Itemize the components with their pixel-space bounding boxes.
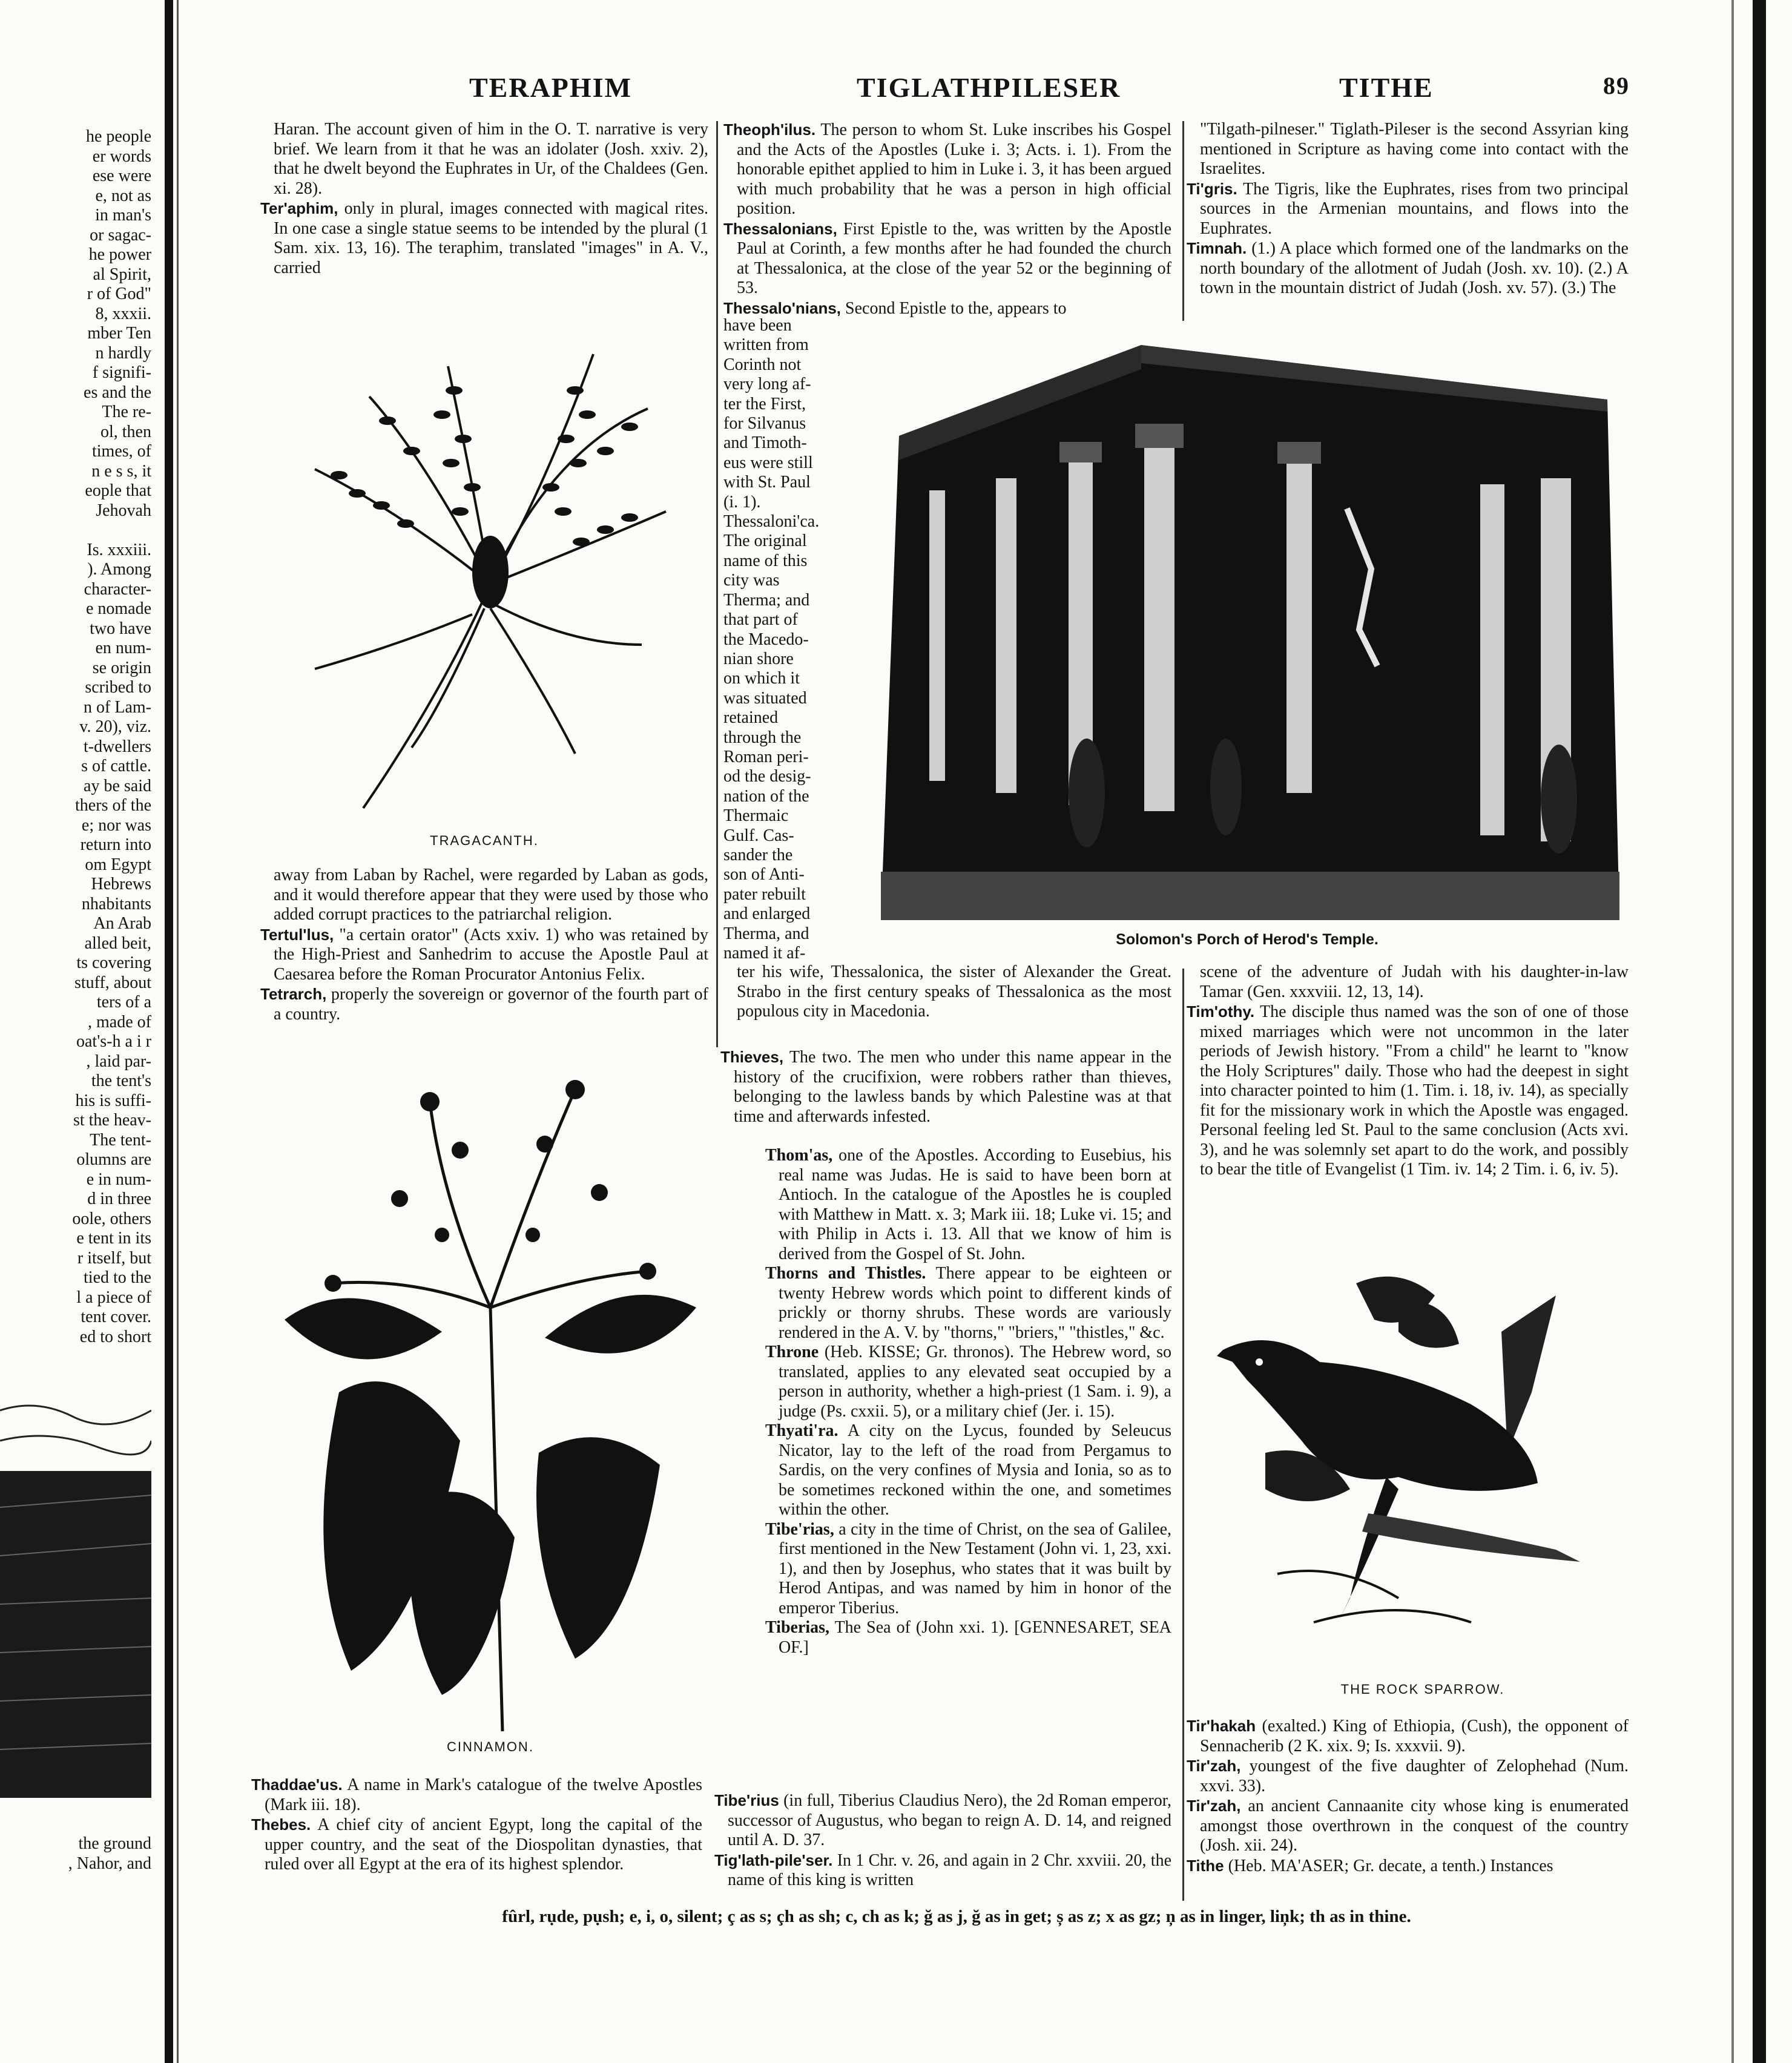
text-line: in man's xyxy=(95,206,151,225)
text-line: Therma; and xyxy=(723,590,810,610)
text-line: Jehovah xyxy=(96,501,151,520)
entry-continuation: ter his wife, Thessalonica, the sister of Alexander the Great. Strabo in the first century speaks of Thessalonica as the most populous city in Macedonia. xyxy=(737,962,1171,1021)
text-line: om Egypt xyxy=(85,855,151,874)
text-line: se origin xyxy=(92,658,151,677)
text-line: return into xyxy=(80,835,151,854)
left-page-fragment-bottom xyxy=(0,1834,151,1874)
col2-bottom-text xyxy=(714,1791,1171,1890)
dictionary-entry xyxy=(260,199,708,278)
entry-text: The disciple thus named was the son of one of those mixed marriages which were not uncommon in the later periods of Jewish history. "From a child" he learnt to "know the Holy Scriptures" daily. Those who had the deepest in sight into character pointed to him (1. Tim. i. 18, iv. 14), as specially fit for the missionary work in which the Apostle was engaged. Personal feeling led St. Paul to the same conclusion (Acts xvi. 3), and he was solemnly set apart to do the work, and possibly to bear the title of Evangelist (1 Tim. iv. 14; 2 Tim. i. 6, iv. 5). xyxy=(1200,1002,1629,1179)
text-line: nhabitants xyxy=(81,894,151,913)
dictionary-entry xyxy=(720,1047,1171,1127)
entry-text: youngest of the five daughter of Zelophehad (Num. xxvi. 33). xyxy=(1200,1757,1629,1795)
dictionary-entry xyxy=(1187,239,1629,298)
entry-text: (exalted.) King of Ethiopia, (Cush), the opponent of Sennacherib (2 K. xix. 9; Is. xxxvii. 9). xyxy=(1200,1717,1629,1755)
column-divider-1 xyxy=(716,121,718,1047)
text-line: named it af- xyxy=(723,944,806,962)
text-line: 8, xxxii. xyxy=(95,304,151,323)
text-line: es and the xyxy=(84,383,151,402)
entry-headword: Tertul'lus, xyxy=(260,925,334,944)
entry-headword: Thebes. xyxy=(251,1815,311,1834)
right-page-inner-line xyxy=(1731,0,1734,2063)
text-line: l a piece of xyxy=(76,1288,151,1307)
text-line: tent cover. xyxy=(81,1308,151,1326)
text-line: Hebrews xyxy=(91,875,151,893)
col2-sub-entries xyxy=(720,1146,1171,1657)
text-line: en num- xyxy=(95,639,151,657)
entry-text: "a certain orator" (Acts xxiv. 1) who was retained by the High-Priest and Sanhedrim to accuse the Apostle Paul at Caesarea before the Roman Procurator Antonius Felix. xyxy=(274,925,708,984)
dictionary-entry xyxy=(720,1146,1171,1264)
entry-headword: Ter'aphim, xyxy=(260,199,338,217)
text-line: on which it xyxy=(723,669,800,688)
text-line: for Silvanus xyxy=(723,414,806,433)
running-head-center: TIGLATHPILESER xyxy=(857,72,1121,103)
page-number: 89 xyxy=(1603,72,1630,99)
entry-text: First Epistle to the, was written by the Apostle Paul at Corinth, a few months after he had founded the church at Thessalonica, at the close of the year 52 or the beginning of 53. xyxy=(737,219,1171,297)
text-line: n hardly xyxy=(95,343,151,363)
col3-bottom-text xyxy=(1187,1716,1629,1876)
text-line: st the heav- xyxy=(73,1111,151,1130)
entry-headword: Timnah. xyxy=(1187,239,1247,257)
entry-headword: Tibe'rius xyxy=(714,1791,779,1809)
text-line: eople that xyxy=(85,481,151,500)
text-line: scribed to xyxy=(85,678,151,697)
entry-text: only in plural, images connected with magical rites. In one case a single statue seems to be intended by the plural (1 Sam. xix. 13, 16). The teraphim, translated "images" in A. V., carried xyxy=(274,199,709,277)
entry-text: properly the sovereign or governor of the fourth part of a country. xyxy=(274,985,709,1024)
tragacanth-caption: TRAGACANTH. xyxy=(430,833,539,848)
entry-headword: Thessalonians, xyxy=(723,219,837,238)
text-line: mber Ten xyxy=(87,324,151,343)
text-line: d in three xyxy=(87,1189,151,1208)
dictionary-entry xyxy=(260,984,708,1024)
text-line: ter the First, xyxy=(723,394,806,413)
text-line: eus were still xyxy=(723,453,813,472)
text-line: od the desig- xyxy=(723,767,811,786)
entry-text: The two. The men who under this name appear in the history of the crucifixion, were robbers rather than thieves, belonging to the lawless bands by which Palestine was at that time and afterwards infested. xyxy=(734,1048,1171,1126)
text-line: t-dwellers xyxy=(84,737,151,756)
dictionary-entry xyxy=(1187,1756,1629,1796)
text-line: written from xyxy=(723,335,809,355)
dictionary-entry xyxy=(720,1618,1171,1657)
text-line: ese were xyxy=(92,166,151,185)
entry-headword: Tir'zah, xyxy=(1187,1797,1241,1815)
entry-text: In 1 Chr. v. 26, and again in 2 Chr. xxviii. 20, the name of this king is written xyxy=(728,1851,1171,1889)
text-line: city was xyxy=(723,571,780,590)
entry-text: "Tilgath-pilneser." Tiglath-Pileser is the second Assyrian king mentioned in Scripture as having come into contact with the Israelites. xyxy=(1200,120,1629,178)
left-page-illustration-fragment xyxy=(0,1374,151,1810)
entry-headword: Ti'gris. xyxy=(1187,179,1237,198)
dictionary-entry xyxy=(1187,1796,1629,1856)
entry-text: scene of the adventure of Judah with his daughter-in-law Tamar (Gen. xxxviii. 12, 13, 14). xyxy=(1200,962,1629,1001)
dictionary-entry xyxy=(251,1775,702,1815)
entry-headword: Tiberias, xyxy=(765,1618,830,1637)
text-line: v. 20), viz. xyxy=(79,717,151,736)
dictionary-entry xyxy=(251,1815,702,1875)
col1-top-text xyxy=(260,120,708,278)
text-line: e nomade xyxy=(85,599,151,618)
text-line: his is suffi- xyxy=(75,1091,151,1110)
entry-headword: Tim'othy. xyxy=(1187,1002,1255,1021)
running-head-left: TERAPHIM xyxy=(469,72,632,103)
entry-headword: Thom'as, xyxy=(765,1146,833,1165)
text-line: he people xyxy=(85,127,151,146)
left-page-inner-line xyxy=(177,0,179,2063)
text-line: Thermaic xyxy=(723,806,789,826)
text-line: the ground xyxy=(78,1834,151,1853)
entry-headword: Tir'hakah xyxy=(1187,1717,1256,1735)
entry-headword: Theoph'ilus. xyxy=(723,120,816,139)
entry-text: There appear to be eighteen or twenty Hebrew words which point to different kinds of prickly or thorny shrubs. These words are variously rendered in the A. V. by "thorns," "briers," "thistles," &c. xyxy=(779,1264,1172,1342)
text-line: and Timoth- xyxy=(723,433,807,453)
text-line: times, of xyxy=(92,442,151,461)
text-line: name of this xyxy=(723,551,808,570)
text-line: The re- xyxy=(102,403,151,421)
entry-continuation xyxy=(260,120,708,199)
dictionary-entry xyxy=(720,1264,1171,1343)
entry-headword: Thaddae'us. xyxy=(251,1775,343,1794)
text-line: f signifi- xyxy=(92,363,151,382)
text-line: , laid par- xyxy=(86,1051,151,1071)
text-line: the tent's xyxy=(91,1071,151,1090)
text-line: son of Anti- xyxy=(723,865,805,884)
text-line: ol, then xyxy=(100,422,151,441)
right-page-edge xyxy=(1753,0,1766,2063)
dictionary-entry xyxy=(714,1791,1171,1851)
tragacanth-illustration xyxy=(291,330,678,820)
text-line: character- xyxy=(84,579,151,599)
dictionary-entry xyxy=(720,1421,1171,1520)
text-line: pater rebuilt xyxy=(723,884,806,904)
text-line: stuff, about xyxy=(74,973,151,992)
text-line: er words xyxy=(92,146,151,166)
dictionary-entry xyxy=(723,298,1171,319)
text-line: through the xyxy=(723,728,802,747)
col2-narrow-text xyxy=(723,316,854,963)
dictionary-entry xyxy=(720,1343,1171,1421)
dictionary-entry xyxy=(720,1520,1171,1619)
text-line: (i. 1). xyxy=(723,492,761,512)
entry-text: (in full, Tiberius Claudius Nero), the 2d Roman emperor, successor of Augustus, who began to reign A. D. 14, and reigned until A. D. 37. xyxy=(728,1791,1171,1849)
text-line: oat's-h a i r xyxy=(76,1032,151,1051)
text-line: e; nor was xyxy=(81,815,151,835)
dictionary-entry xyxy=(260,925,708,985)
entry-continuation xyxy=(1187,120,1629,179)
entry-text: Second Epistle to the, appears to xyxy=(845,298,1067,318)
cinnamon-illustration xyxy=(260,1078,720,1737)
text-line: alled beit, xyxy=(84,933,151,953)
text-line: or sagac- xyxy=(90,225,151,245)
col3-middle-text xyxy=(1187,962,1629,1180)
entry-text: Haran. The account given of him in the O. T. narrative is very brief. We learn from it that he was an idolater (Josh. xxiv. 2), that he dwelt beyond the Euphrates in Ur, of the Chaldees (Gen. xi. 28). xyxy=(274,120,708,198)
entry-text: The person to whom St. Luke inscribes his Gospel and the Acts of the Apostles (Luke i. 3; Acts. i. 1). From the honorable epithet applied to him in Luke i. 3, it has been argued with much probability that he was a person in high official position. xyxy=(737,120,1171,218)
entry-headword: Thieves, xyxy=(720,1048,784,1066)
entry-headword: Tithe xyxy=(1187,1856,1224,1875)
entry-text: A name in Mark's catalogue of the twelve Apostles (Mark iii. 18). xyxy=(265,1775,702,1814)
running-head-right: TITHE xyxy=(1339,72,1434,103)
text-line: olumns are xyxy=(76,1150,151,1169)
text-line: that part of xyxy=(723,610,798,630)
text-line: The tent- xyxy=(90,1130,151,1150)
text-line: r of God" xyxy=(87,285,151,303)
left-page-edge xyxy=(165,0,173,2063)
text-line: ay be said xyxy=(84,776,151,795)
text-line: Roman peri- xyxy=(723,747,809,766)
entry-text: (Heb. KISSE; Gr. thronos). The Hebrew word, so translated, applies to any elevated seat occupied by a person in authority, whether a high-priest (1 Sam. i. 9), a judge (Ps. cxxii. 5), or a military chief (Jer. i. 15). xyxy=(779,1343,1171,1421)
text-line: ). Among xyxy=(87,560,151,579)
text-line: n of Lam- xyxy=(84,697,151,717)
text-line: , made of xyxy=(88,1012,151,1032)
dictionary-entry xyxy=(1187,1002,1629,1180)
text-line: two have xyxy=(90,619,151,638)
entry-text: A city on the Lycus, founded by Seleucus Nicator, lay to the left of the road from Pergamus to Sardis, on the very confines of Mysia and Ionia, so as to be sometimes reckoned within the one, and sometimes within the other. xyxy=(779,1421,1171,1519)
text-line: thers of the xyxy=(75,796,151,815)
dictionary-entry xyxy=(1187,1716,1629,1756)
text-line: have been xyxy=(723,316,792,335)
col3-top-text xyxy=(1187,120,1629,298)
text-line: ts covering xyxy=(76,953,151,972)
text-line: An Arab xyxy=(93,914,151,933)
text-line: al Spirit, xyxy=(93,265,151,284)
text-line: , Nahor, and xyxy=(68,1854,151,1873)
text-line: Thessaloni'ca. xyxy=(723,512,820,531)
text-line: nation of the xyxy=(723,786,809,806)
text-line: r itself, but xyxy=(77,1248,151,1268)
dictionary-entry xyxy=(723,120,1171,219)
entry-headword: Tetrarch, xyxy=(260,985,327,1003)
text-line: s of cattle. xyxy=(81,757,151,775)
entry-headword: Thessalo'nians, xyxy=(723,298,842,317)
text-line: Is. xxxiii. xyxy=(87,540,151,559)
column-divider-3 xyxy=(1182,969,1184,1901)
text-line: was situated xyxy=(723,688,807,708)
col2-top-text xyxy=(723,120,1171,318)
entry-text: an ancient Cannaanite city whose king is enumerated amongst those overthrown in the conquest of the country (Josh. xii. 24). xyxy=(1200,1797,1629,1855)
text-line: the Macedo- xyxy=(723,630,809,649)
solomons-porch-illustration xyxy=(863,339,1626,920)
text-line: Corinth not xyxy=(723,355,802,374)
column-divider-2 xyxy=(1182,121,1184,321)
left-page-fragment xyxy=(0,127,151,1347)
text-line: ed to short xyxy=(79,1327,151,1346)
text-line: nian shore xyxy=(723,649,794,668)
text-line: sander the xyxy=(723,845,793,864)
pronunciation-key: fûrl, rụde, pụsh; e, i, o, silent; ç as s; çh as sh; c, ch as k; ğ as j, ğ as in get; ș as z; x as gz; ņ as in linger, liņk; th as in thine. xyxy=(502,1907,1411,1926)
entry-text: one of the Apostles. According to Eusebius, his real name was Judas. He is said to have been born at Antioch. In the catalogue of the Apostles he is coupled with Matthew in Matt. x. 3; Mark iii. 18; Luke vi. 15; and with Philip in Acts i. 13. All that we know of him is derived from the Gospel of St. John. xyxy=(779,1146,1172,1263)
entry-headword: Tibe'rias, xyxy=(765,1519,834,1539)
entry-text: (Heb. MA'ASER; Gr. decate, a tenth.) Instances xyxy=(1228,1856,1553,1875)
text-line: Gulf. Cas- xyxy=(723,826,794,845)
entry-text: A chief city of ancient Egypt, long the capital of the upper country, and the seat of the Diospolitan dynasties, that ruled over all Egypt at the era of its highest splendor. xyxy=(265,1815,702,1874)
entry-continuation xyxy=(260,866,708,925)
text-line: Therma, and xyxy=(723,924,809,943)
entry-headword: Tir'zah, xyxy=(1187,1757,1241,1775)
entry-text: a city in the time of Christ, on the sea of Galilee, first mentioned in the New Testament (John vi. 1, 23, xxi. 1), and then by Josephus, who states that it was built by Herod Antipas, and was named by him in honor of the emperor Tiberius. xyxy=(779,1519,1172,1617)
col1-bottom-text xyxy=(251,1775,702,1875)
dictionary-entry xyxy=(1187,179,1629,239)
entry-text: away from Laban by Rachel, were regarded by Laban as gods, and it would therefore appear that they were used by those who added corrupt practices to the patriarchal religion. xyxy=(274,866,708,924)
text-line: very long af- xyxy=(723,375,811,394)
text-line: e in num- xyxy=(86,1170,151,1189)
rock-sparrow-illustration xyxy=(1217,1259,1592,1671)
dictionary-entry xyxy=(714,1851,1171,1890)
text-line: The original xyxy=(723,531,807,551)
text-line: retained xyxy=(723,708,779,728)
rock-sparrow-caption: THE ROCK SPARROW. xyxy=(1340,1682,1505,1697)
solomons-porch-caption: Solomon's Porch of Herod's Temple. xyxy=(1116,931,1379,948)
entry-headword: Thorns and Thistles. xyxy=(765,1264,926,1283)
entry-text: The Tigris, like the Euphrates, rises from two principal sources in the Armenian mountains, and flows into the Euphrates. xyxy=(1200,179,1629,238)
text-line: oole, others xyxy=(72,1209,151,1228)
entry-headword: Throne xyxy=(765,1343,819,1361)
text-line: and enlarged xyxy=(723,904,811,924)
text-line: e, not as xyxy=(95,186,151,205)
entry-headword: Thyati'ra. xyxy=(765,1421,838,1440)
col2-thieves-entry xyxy=(720,1047,1171,1127)
entry-text: The Sea of (John xxi. 1). [GENNESARET, SEA OF.] xyxy=(779,1618,1171,1657)
text-line: ters of a xyxy=(96,993,151,1012)
text-line: with St. Paul xyxy=(723,473,811,492)
dictionary-entry xyxy=(723,219,1171,298)
entry-continuation xyxy=(1187,962,1629,1002)
text-line xyxy=(0,521,151,541)
text-line: he power xyxy=(88,245,151,264)
entry-text: (1.) A place which formed one of the landmarks on the north boundary of the allotment of Judah (Josh. xv. 10). (2.) A town in the mountain district of Judah (Josh. xv. 57). (3.) The xyxy=(1200,239,1629,297)
col1-middle-text xyxy=(260,866,708,1024)
text-line: n e s s, it xyxy=(91,461,151,481)
col2-after-image-text xyxy=(723,962,1171,1022)
text-line: tied to the xyxy=(84,1268,151,1287)
cinnamon-caption: CINNAMON. xyxy=(447,1739,534,1754)
entry-headword: Tig'lath-pile'ser. xyxy=(714,1851,833,1869)
dictionary-entry xyxy=(1187,1856,1629,1877)
text-line: e tent in its xyxy=(76,1229,151,1248)
